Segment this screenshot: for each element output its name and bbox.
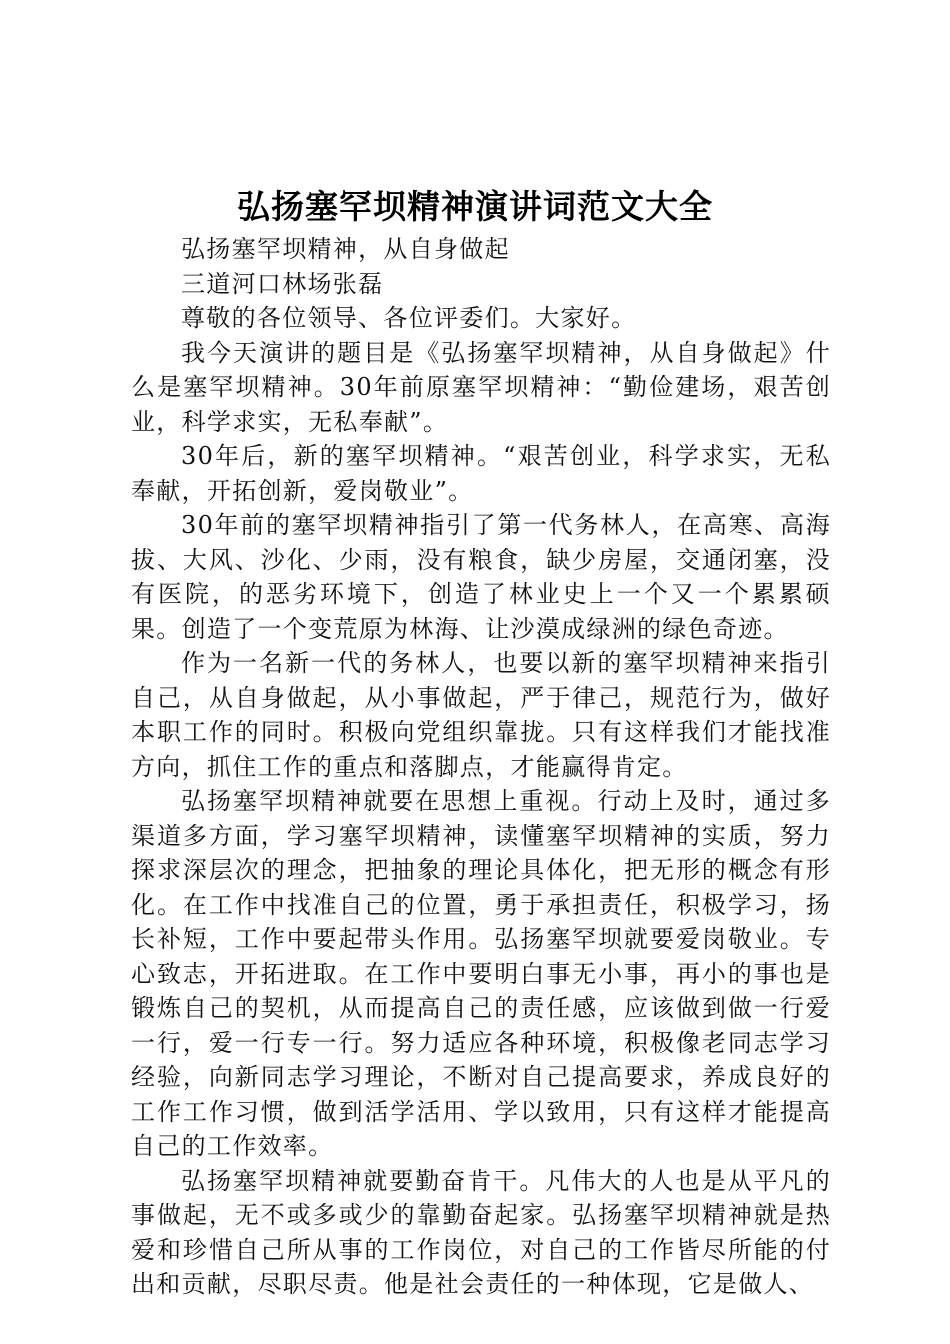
paragraph: 弘扬塞罕坝精神就要在思想上重视。行动上及时，通过多渠道多方面，学习塞罕坝精神，读懂塞罕坝精神的实质，努力探求深层次的理念，把抽象的理论具体化，把无形的概念有形化。在工作中找准自己的位置，勇于承担责任，积极学习，扬长补短，工作中要起带头作用。弘扬塞罕坝就要爱岗敬业。专心致志，开拓进取。在工作中要明白事无小事，再小的事也是锻炼自己的契机，从而提高自己的责任感，应该做到做一行爱一行，爱一行专一行。努力适应各种环境，积极像老同志学习经验，向新同志学习理论，不断对自己提高要求，养成良好的工作工作习惯，做到活学活用、学以致用，只有这样才能提高自己的工作效率。 <box>131 787 831 1160</box>
document-title: 弘扬塞罕坝精神演讲词范文大全 <box>237 187 713 226</box>
paragraph: 30年后，新的塞罕坝精神。“艰苦创业，科学求实，无私奉献，开拓创新，爱岗敬业”。 <box>131 442 831 505</box>
paragraph: 作为一名新一代的务林人，也要以新的塞罕坝精神来指引自己，从自身做起，从小事做起，严于律己，规范行为，做好本职工作的同时。积极向党组织靠拢。只有这样我们才能找准方向，抓住工作的重点和落脚点，才能赢得肯定。 <box>131 649 831 781</box>
paragraph-greeting: 尊敬的各位领导、各位评委们。大家好。 <box>181 304 637 332</box>
paragraph-subtitle: 弘扬塞罕坝精神，从自身做起 <box>181 235 510 263</box>
paragraph: 30年前的塞罕坝精神指引了第一代务林人，在高寒、高海拔、大风、沙化、少雨，没有粮食，缺少房屋，交通闭塞，没有医院，的恶劣环境下，创造了林业史上一个又一个累累硕果。创造了一个变荒原为林海、让沙漠成绿洲的绿色奇迹。 <box>131 511 831 643</box>
paragraph-author: 三道河口林场张磊 <box>181 269 384 298</box>
document-body <box>131 232 831 1302</box>
paragraph: 弘扬塞罕坝精神就要勤奋肯干。凡伟大的人也是从平凡的事做起，无不或多或少的靠勤奋起家。弘扬塞罕坝精神就是热爱和珍惜自己所从事的工作岗位，对自己的工作皆尽所能的付出和贡献，尽职尽责。他是社会责任的一种体现，它是做人、 <box>131 1166 831 1298</box>
paragraph: 我今天演讲的题目是《弘扬塞罕坝精神，从自身做起》什么是塞罕坝精神。30年前原塞罕坝精神：“勤俭建场，艰苦创业，科学求实，无私奉献”。 <box>131 338 831 436</box>
